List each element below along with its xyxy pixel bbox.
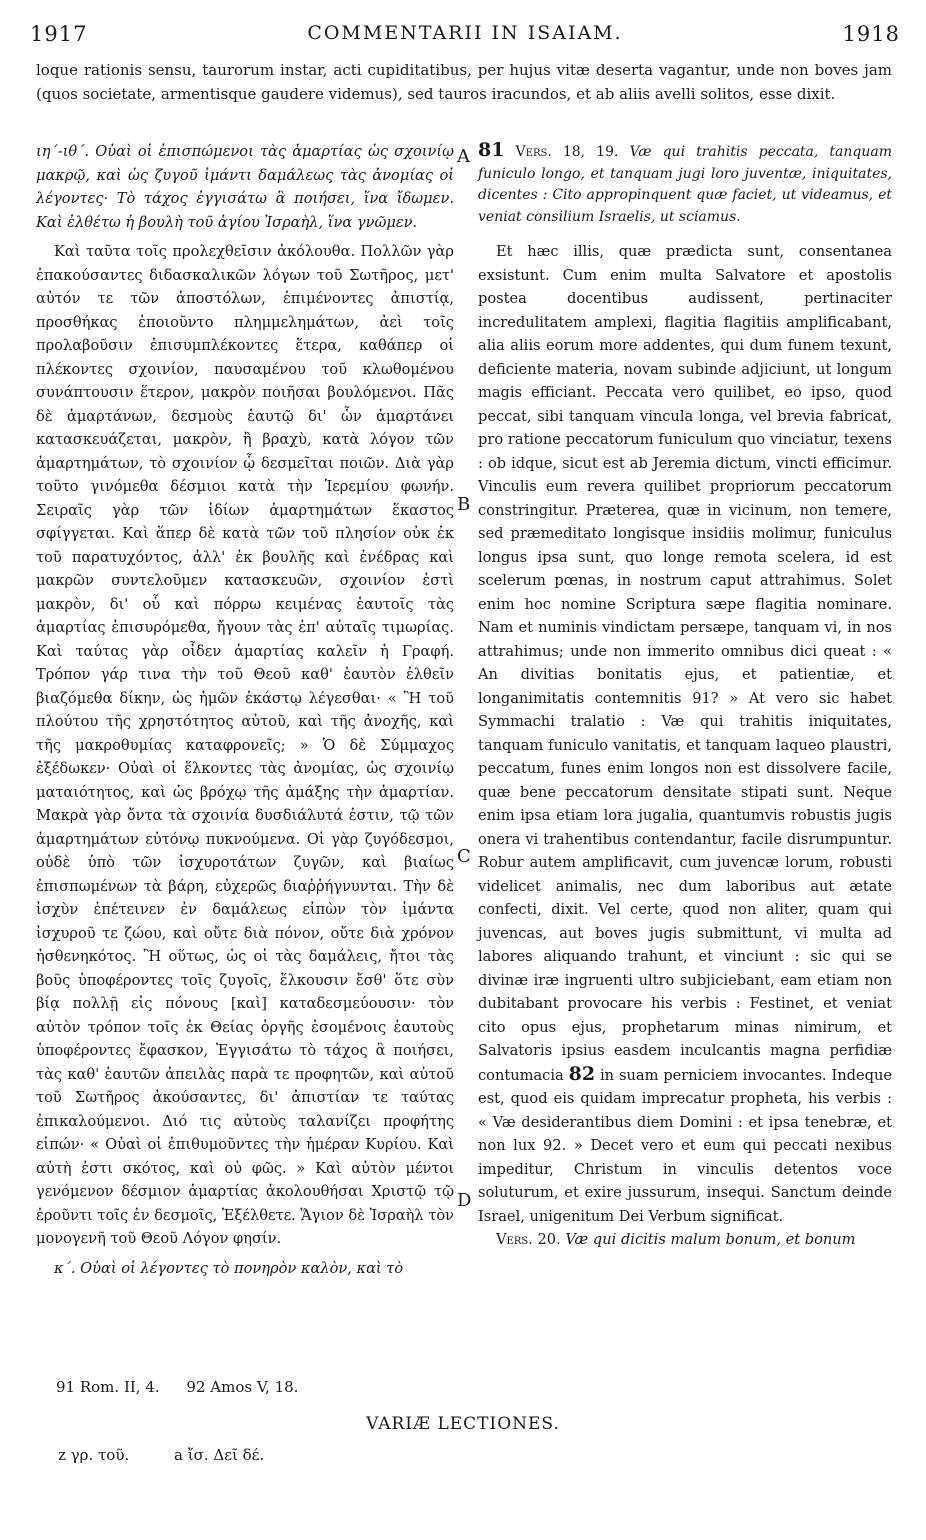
running-title: COMMENTARII IN ISAIAM.	[307, 22, 623, 44]
latin-verse-reference: Vers. 18, 19.	[515, 144, 619, 160]
latin-next-verse-reference: Vers. 20.	[496, 1231, 561, 1248]
latin-verse-heading	[478, 140, 892, 228]
migne-column-marker: 81	[478, 139, 505, 161]
margin-letter-b: B	[457, 494, 471, 515]
variant-reading: z γρ. τοῦ.	[58, 1446, 130, 1464]
variae-lectiones-title: VARIÆ LECTIONES.	[366, 1414, 560, 1434]
intro-paragraph	[36, 58, 892, 106]
variae-lectiones	[58, 1446, 304, 1464]
margin-letter-a: A	[457, 146, 470, 167]
greek-column	[36, 140, 454, 1280]
running-header	[30, 22, 900, 52]
variant-reading: a ἴσ. Δεῖ δέ.	[174, 1446, 265, 1464]
footnote: 91 Rom. II, 4.	[56, 1378, 160, 1396]
latin-verse-text: Væ qui trahitis peccata, tanquam funiculo longo, et tanquam jugi loro juventæ, iniquitates, dicentes : Cito appropinquent quæ faciet, ut videamus, et veniat consilium Israelis, ut sciamus.	[478, 144, 892, 225]
right-page-number: 1918	[842, 22, 900, 46]
latin-next-verse	[478, 1228, 892, 1252]
greek-commentary: Καὶ ταῦτα τοῖς προλεχθεῖσιν ἀκόλουθα. Πολλῶν γὰρ ἐπακούσαντες διδασκαλικῶν λόγων τοῦ Σωτῆρος, μετ' αὐτόν τε τῶν ἀποστόλων, ἐπιμένοντες ἀπιστίᾳ, προσθήκας ἐποιοῦντο πλημμελημάτων, ἀεὶ τοῖς προλαβοῦσιν ἐπισυμπλέκοντες ἕτερα, καθάπερ οἱ πλέκοντες σχοινίον, παυσαμένου τοῦ κλωθομένου συνάπτουσιν ἕτερον, μακρὸν ποιῆσαι βουλόμενοι. Πᾶς δὲ ἁμαρτάνων, δεσμοὺς ἑαυτῷ δι' ὧν ἁμαρτάνει κατασκευάζεται, μακρὸν, ἢ βραχὺ, κατὰ λόγον τῶν ἁμαρτημάτων, τὸ σχοινίον ᾧ δεσμεῖται ποιῶν. Διὰ γὰρ τοῦτο γινόμεθα δέσμιοι κατὰ τὴν Ἱερεμίου φωνήν. Σειραῖς γὰρ τῶν ἰδίων ἁμαρτημάτων ἕκαστος σφίγγεται. Καὶ ἅπερ δὲ κατὰ τῶν τοῦ πλησίον οὐκ ἐκ τοῦ παρατυχόντος, ἀλλ' ἐκ βουλῆς καὶ ἐνέδρας καὶ μακρῶν συντελοῦμεν κατασκευῶν, σχοινίον ἐστὶ μακρὸν, δι' οὗ καὶ πόρρω κειμένας ἑαυτοῖς τὰς ἁμαρτίας ἐπισυρόμεθα, ἤγουν τὰς ἐπ' αὐταῖς τιμωρίας. Καὶ ταύτας γὰρ οἶδεν ἁμαρτίας καλεῖν ἡ Γραφή. Τρόπον γάρ τινα τὴν τοῦ Θεοῦ καθ' ἑαυτὸν ἐλθεῖν βιαζόμεθα δίκην, ὡς ἡμῶν ἑκάστῳ λέγεσθαι· « Ἢ τοῦ πλούτου τῆς χρηστότητος αὐτοῦ, καὶ τῆς ἀνοχῆς, καὶ τῆς μακροθυμίας καταφρονεῖς; » Ὁ δὲ Σύμμαχος ἐξέδωκεν· Οὐαὶ οἱ ἕλκοντες τὰς ἀνομίας, ὡς σχοινίῳ ματαιότητος, καὶ ὡς βρόχῳ τῆς ἁμάξης τὴν ἁμαρτίαν. Μακρὰ γὰρ ὄντα τὰ σχοινία δυσδιάλυτά ἐστιν, τῷ τῶν ἁμαρτημάτων εὐτόνῳ πυκνούμενα. Οἱ γὰρ ζυγόδεσμοι, οὐδὲ ὑπὸ τῶν ἰσχυροτάτων ζυγῶν, καὶ βιαίως ἐπισπωμένων τὰ βάρη, εὐχερῶς διαῤῥήγνυνται. Τὴν δὲ ἰσχὺν ἐπέτεινεν ἐν δαμάλεως εἰπὼν τὸν ἱμάντα ἰσχυροῦ τε ζώου, καὶ οὔτε διὰ πόνον, οὔτε διὰ χρόνον ἠσθενηκότος. Ἢ οὕτως, ὡς οἱ τὰς δαμάλεις, ἤτοι τὰς βοῦς ὑποφέροντες τοῖς ζυγοῖς, ἕλκουσιν ἔσθ' ὅτε σὺν βίᾳ πολλῇ εἰς πόνους [καὶ] καταδεσμεύουσιν· τὸν αὐτὸν τρόπον τοῖς ἐκ Θείας ὀργῆς ἐσομένοις ἑαυτοὺς ὑποφέροντες ἔφασκον, Ἐγγισάτω τὸ τάχος ἃ ποιήσει, τὰς καθ' ἑαυτῶν ἀπειλὰς παρὰ τε προφητῶν, καὶ αὐτοῦ τοῦ Σωτῆρος ἀκούσαντες, δι' ἀπιστίαν τε ταύτας ἐπικαλούμενοι. Διό τις αὐτοὺς ταλανίζει προφήτης εἰπών· « Οὐαὶ οἱ ἐπιθυμοῦντες τὴν ἡμέραν Κυρίου. Καὶ αὐτὴ ἐστι σκότος, καὶ οὐ φῶς. » Καὶ αὐτὸν μέντοι γενόμενον δέσμιον ἁμαρτίας ἀκολουθήσαι Χριστῷ τῷ ἐροῦντι τοῖς ἐν δεσμοῖς, Ἐξέλθετε. Ἅγιον δὲ Ἰσραὴλ τὸν μονογενῆ τοῦ Θεοῦ Λόγον φησίν.	[36, 243, 454, 1247]
migne-column-marker-2: 82	[568, 1062, 596, 1085]
latin-next-verse-text: Væ qui dicitis malum bonum, et bonum	[565, 1231, 856, 1248]
footnote: 92 Amos V, 18.	[186, 1378, 299, 1396]
left-page-number: 1917	[30, 22, 88, 46]
greek-next-verse: κ΄. Οὐαὶ οἱ λέγοντες τὸ πονηρὸν καλὸν, καὶ τὸ	[54, 1259, 404, 1277]
latin-commentary-part-2: in suam perniciem invocantes. Indeque est, quod eis quidam imprecatur propheta, his verbis : « Væ desiderantibus diem Domini : et ipsa tenebræ, et non lux 92. » Decet vero et eum qui peccati nexibus impeditur, Christum in vinculis detentos voce soluturum, et exire jussurum, insequi. Sanctum deinde Israel, unigenitum Dei Verbum significat.	[478, 1066, 893, 1225]
latin-commentary	[478, 240, 892, 1228]
greek-verse-heading: ιη΄-ιθ΄. Οὐαὶ οἱ ἐπισπώμενοι τὰς ἁμαρτίας ὡς σχοινίῳ μακρῷ, καὶ ὡς ζυγοῦ ἱμάντι δαμάλεως τὰς ἀνομίας οἱ λέγοντες· Τὸ τάχος ἐγγισάτω ἃ ποιήσει, ἵνα ἴδωμεν. Καὶ ἐλθέτω ἡ βουλὴ τοῦ ἁγίου Ἰσραὴλ, ἵνα γνῶμεν.	[36, 143, 454, 231]
margin-letter-d: D	[457, 1190, 472, 1211]
latin-column	[478, 140, 892, 1252]
margin-letter-c: C	[457, 846, 471, 867]
intro-text: loque rationis sensu, taurorum instar, acti cupiditatibus, per hujus vitæ deserta vagantur, unde non boves jam (quos societate, armentisque gaudere videmus), sed tauros iracundos, et ab aliis avelli solitos, esse dixit.	[36, 61, 892, 103]
footnotes	[56, 1378, 320, 1396]
latin-commentary-part-1: Et hæc illis, quæ prædicta sunt, consentanea exsistunt. Cum enim multa Salvatore et apostolis postea docentibus audissent, pertinaciter incredulitatem amplexi, flagitia flagitiis amplificabant, alia aliis eorum more addentes, qui dum funem texunt, deficiente materia, novam subinde adjiciunt, ut longum magis efficiant. Peccata vero quilibet, eo ipso, quod peccat, sibi tanquam vincula longa, vel brevia fabricat, pro ratione peccatorum funiculum quo vinciatur, texens : ob idque, sicut est ab Jeremia dictum, vincti efficimur. Vinculis eum revera quilibet propriorum peccatorum constringitur. Præterea, quæ in vicinum, non temere, sed præmeditato longisque insidiis molimur, funiculus longus ipsa sunt, quo longe remota scelera, id est scelerum pœnas, in nostrum caput attrahimus. Solet enim hoc nomine Scriptura sæpe flagitia nominare. Nam et numinis vindictam persæpe, tanquam vi, in nos attrahimus; unde non immerito omnibus dici queat : « An divitias bonitatis ejus, et patientiæ, et longanimitatis contemnitis 91? » At vero sic habet Symmachi tralatio : Væ qui trahitis iniquitates, tanquam funiculo vanitatis, et tanquam laqueo plaustri, peccatum, funes enim longos non est dissolvere facile, quæ bene peccatorum densitate stipati sunt. Neque enim ipsa etiam lora jugalia, quantumvis robustis jugis onera vi trahentibus contendantur, facile disrumpuntur. Robur autem amplificavit, cum juvencæ lorum, robusti videlicet animalis, nec dum laboribus aut ætate confecti, dixit. Vel certe, quod non aliter, quam qui juvencas, aut boves jugis submittunt, vi multa ad labores aliquando trahunt, et vinciunt : sic qui se divinæ iræ ingruenti ultro subjiciebant, eam etiam non dubitabant provocare his verbis : Festinet, et veniat cito opus ejus, prophetarum minas nimirum, et Salvatoris ipsius easdem inculcantis magna perfidiæ contumacia	[478, 243, 892, 1084]
